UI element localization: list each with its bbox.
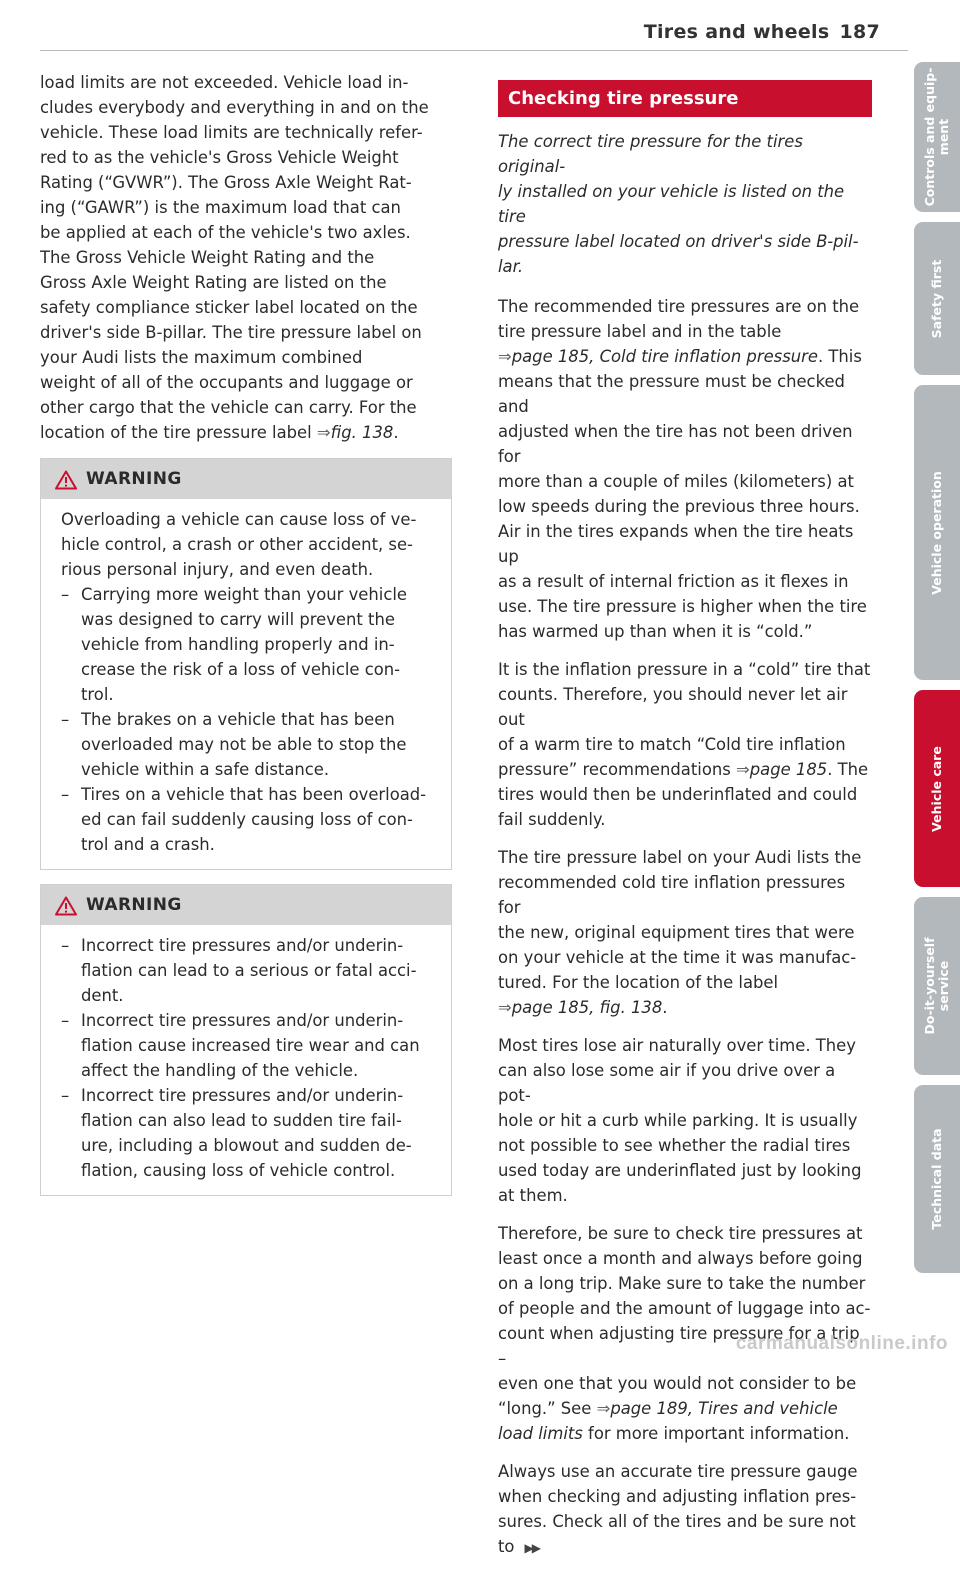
text-line: at them.	[498, 1186, 568, 1205]
page-189-load-limits-link[interactable]: ⇒page 189, Tires and vehicle load limits	[498, 1399, 838, 1443]
text-line: when checking and adjusting inflation pres-	[498, 1487, 857, 1506]
running-header	[644, 21, 880, 43]
text-line: Most tires lose air naturally over time. They	[498, 1036, 856, 1055]
text-line: weight of all of the occupants and luggage or	[40, 373, 413, 392]
left-column	[40, 70, 452, 1196]
text-line: not possible to see whether the radial tires	[498, 1136, 851, 1155]
text-line: hole or hit a curb while parking. It is usually	[498, 1111, 858, 1130]
text-line: Air in the tires expands when the tire heats up	[498, 522, 854, 566]
warning-header	[41, 459, 451, 499]
warning-body	[41, 499, 451, 869]
page-185-link[interactable]: ⇒page 185	[736, 760, 828, 779]
warning-title: WARNING	[86, 895, 182, 915]
text-line: other cargo that the vehicle can carry. For the	[40, 398, 417, 417]
text-line: even one that you would not consider to be	[498, 1374, 857, 1393]
intro-paragraph: load limits are not exceeded. Vehicle load in- cludes everybody and everything in and on the vehicle. These load limits are technically refer- red to as the vehicle's Gross Vehicle Weight Rating (“GVWR”). The Gross Axle Weight Rat- ing (“GAWR”) is the maximum load that can be applied at each of the vehicle's two axles. The Gross Vehicle Weight Rating and the Gross Axle Weight Rating are listed on the safety compliance sticker label located on the driver's side B-pillar. The tire pressure label on your Audi lists the maximum combined weight of all of the occupants and luggage or other cargo that the vehicle can carry. For the location of the tire pressure label ⇒fig. 138.	[40, 73, 429, 442]
warning-box-tire-pressure	[40, 884, 452, 1196]
text-line: safety compliance sticker label located on the	[40, 298, 418, 317]
text-line: pressure label located on driver's side B-pil-	[498, 232, 859, 251]
text-line: red to as the vehicle's Gross Vehicle Weight	[40, 148, 399, 167]
text-line: has warmed up than when it is “cold.”	[498, 622, 813, 641]
text-line: on a long trip. Make sure to take the number	[498, 1274, 866, 1293]
text-line: use. The tire pressure is higher when the tire	[498, 597, 867, 616]
text-line: The correct tire pressure for the tires original-	[498, 132, 803, 176]
warning-box-overloading	[40, 458, 452, 870]
warning-list	[61, 582, 431, 857]
text-line: can also lose some air if you drive over a pot-	[498, 1061, 836, 1105]
cross-reference-arrow-icon: ⇒	[498, 347, 512, 366]
text-line: low speeds during the previous three hours.	[498, 497, 860, 516]
page-number: 187	[839, 21, 880, 43]
text-line: driver's side B-pillar. The tire pressure label on	[40, 323, 422, 342]
text-line: means that the pressure must be checked and	[498, 372, 845, 416]
text-line: as a result of internal friction as it flexes in	[498, 572, 849, 591]
paragraph-cold-tire: It is the inflation pressure in a “cold” tire that counts. Therefore, you should never let air out of a warm tire to match “Cold tire inflation pressure” recommendations ⇒page 185. The tires would then be underinflated and could fail suddenly.	[498, 660, 871, 829]
warning-header	[41, 885, 451, 925]
text-line: more than a couple of miles (kilometers) at	[498, 472, 854, 491]
warning-list-item: – Carrying more weight than your vehicle was designed to carry will prevent the vehicle from handling properly and in- crease the risk of a loss of vehicle con- trol.	[61, 582, 431, 707]
text-line: least once a month and always before going	[498, 1249, 863, 1268]
text-line: hicle control, a crash or other accident, se-	[61, 535, 413, 554]
tab-technical-data[interactable]: Technical data	[914, 1085, 960, 1273]
text-line: tires would then be underinflated and could	[498, 785, 858, 804]
text-line: It is the inflation pressure in a “cold” tire that	[498, 660, 871, 679]
text-line: adjusted when the tire has not been driven for	[498, 422, 853, 466]
watermark: carmanualsonline.info	[735, 1333, 948, 1354]
warning-list-item: – Incorrect tire pressures and/or underin- flation can also lead to sudden tire fail- ure, including a blowout and sudden de- flation, causing loss of vehicle control.	[61, 1083, 431, 1183]
text-line: lar.	[498, 257, 524, 276]
warning-triangle-icon	[55, 896, 77, 916]
fig-138-link[interactable]: ⇒fig. 138	[316, 423, 394, 442]
cross-reference-arrow-icon: ⇒	[316, 423, 331, 442]
text-line: Always use an accurate tire pressure gauge	[498, 1462, 858, 1481]
paragraph-check-monthly: Therefore, be sure to check tire pressures at least once a month and always before going on a long trip. Make sure to take the number of people and the amount of luggage into ac- count when adjusting tire pressure for a trip – even one that you would not consider to be “long.” See ⇒page 189, Tires and vehicle load limits for more important information.	[498, 1224, 871, 1443]
text-line: counts. Therefore, you should never let air out	[498, 685, 848, 729]
warning-list-item: – The brakes on a vehicle that has been overloaded may not be able to stop the vehicle within a safe distance.	[61, 707, 431, 782]
text-line: ly installed on your vehicle is listed on the tire	[498, 182, 845, 226]
warning-list-item: – Incorrect tire pressures and/or underin- flation cause increased tire wear and can affect the handling of the vehicle.	[61, 1008, 431, 1083]
cross-reference-arrow-icon: ⇒	[596, 1399, 611, 1418]
header-rule	[40, 50, 908, 51]
section-heading: Checking tire pressure	[498, 80, 872, 117]
warning-body	[41, 925, 451, 1195]
text-line: rious personal injury, and even death.	[61, 560, 374, 579]
text-line: ing (“GAWR”) is the maximum load that can	[40, 198, 401, 217]
text-line: fail suddenly.	[498, 810, 606, 829]
page-185-fig-138-link[interactable]: ⇒page 185, fig. 138	[498, 998, 663, 1017]
warning-triangle-icon	[55, 470, 77, 490]
tab-controls-and-equipment[interactable]: Controls and equip- ment	[914, 62, 960, 212]
warning-title: WARNING	[86, 469, 182, 489]
paragraph-gauge: Always use an accurate tire pressure gauge when checking and adjusting inflation pres- sures. Check all of the tires and be sure not to ▶▶	[498, 1462, 858, 1556]
section-title: Tires and wheels	[643, 21, 830, 43]
warning-list-item: – Tires on a vehicle that has been overload- ed can fail suddenly causing loss of con- trol and a crash.	[61, 782, 431, 857]
intro-last-line: location of the tire pressure label	[40, 423, 312, 442]
section-intro	[498, 129, 872, 279]
text-line: load limits are not exceeded. Vehicle load in-	[40, 73, 409, 92]
text-line: Therefore, be sure to check tire pressures at	[498, 1224, 863, 1243]
warning-list-item: – Incorrect tire pressures and/or underin- flation can lead to a serious or fatal acci- dent.	[61, 933, 431, 1008]
text-line: the new, original equipment tires that were	[498, 923, 855, 942]
text-line: tured. For the location of the label	[498, 973, 779, 992]
text-line: recommended cold tire inflation pressures for	[498, 873, 846, 917]
paragraph-air-loss	[498, 1033, 872, 1208]
text-line: of a warm tire to match “Cold tire inflation	[498, 735, 846, 754]
text-line: Gross Axle Weight Rating are listed on the	[40, 273, 387, 292]
tab-vehicle-operation[interactable]: Vehicle operation	[914, 385, 960, 680]
paragraph-tire-label: The tire pressure label on your Audi lists the recommended cold tire inflation pressures for the new, original equipment tires that were on your vehicle at the time it was manufac- tured. For the location of the label ⇒page 185, fig. 138.	[498, 848, 862, 1017]
text-line: Overloading a vehicle can cause loss of ve-	[61, 510, 417, 529]
text-line: tire pressure label and in the table	[498, 322, 782, 341]
text-line: vehicle. These load limits are technically refer-	[40, 123, 423, 142]
text-line: The tire pressure label on your Audi lists the	[498, 848, 862, 867]
cross-reference-arrow-icon: ⇒	[736, 760, 750, 779]
text-line: cludes everybody and everything in and on the	[40, 98, 429, 117]
text-line: count when adjusting tire pressure for a trip –	[498, 1324, 860, 1368]
cross-reference-arrow-icon: ⇒	[498, 998, 512, 1017]
tab-safety-first[interactable]: Safety first	[914, 222, 960, 375]
warning-text	[61, 507, 431, 582]
text-line: The Gross Vehicle Weight Rating and the	[40, 248, 375, 267]
paragraph-recommended-pressures: The recommended tire pressures are on the tire pressure label and in the table ⇒page 185, Cold tire inflation pressure. This means that the pressure must be checked and adjusted when the tire has not been driven for more than a couple of miles (kilometers) at low speeds during the previous three hours. Air in the tires expands when the tire heats up as a result of internal friction as it flexes in use. The tire pressure is higher when the tire has warmed up than when it is “cold.”	[498, 297, 867, 641]
tab-vehicle-care[interactable]: Vehicle care	[914, 690, 960, 887]
continued-arrow-icon: ▶▶	[524, 1541, 539, 1555]
text-line: be applied at each of the vehicle's two axles.	[40, 223, 411, 242]
text-line: The recommended tire pressures are on the	[498, 297, 860, 316]
text-line: used today are underinflated just by looking	[498, 1161, 862, 1180]
warning-list	[61, 933, 431, 1183]
page-185-cold-tire-link[interactable]: ⇒page 185, Cold tire inflation pressure	[498, 347, 818, 366]
text-line: of people and the amount of luggage into ac-	[498, 1299, 871, 1318]
tab-do-it-yourself-service[interactable]: Do-it-yourself service	[914, 897, 960, 1075]
intro-text	[40, 73, 429, 417]
text-line: your Audi lists the maximum combined	[40, 348, 363, 367]
text-line: on your vehicle at the time it was manufac-	[498, 948, 857, 967]
text-line: Rating (“GVWR”). The Gross Axle Weight Rat-	[40, 173, 412, 192]
